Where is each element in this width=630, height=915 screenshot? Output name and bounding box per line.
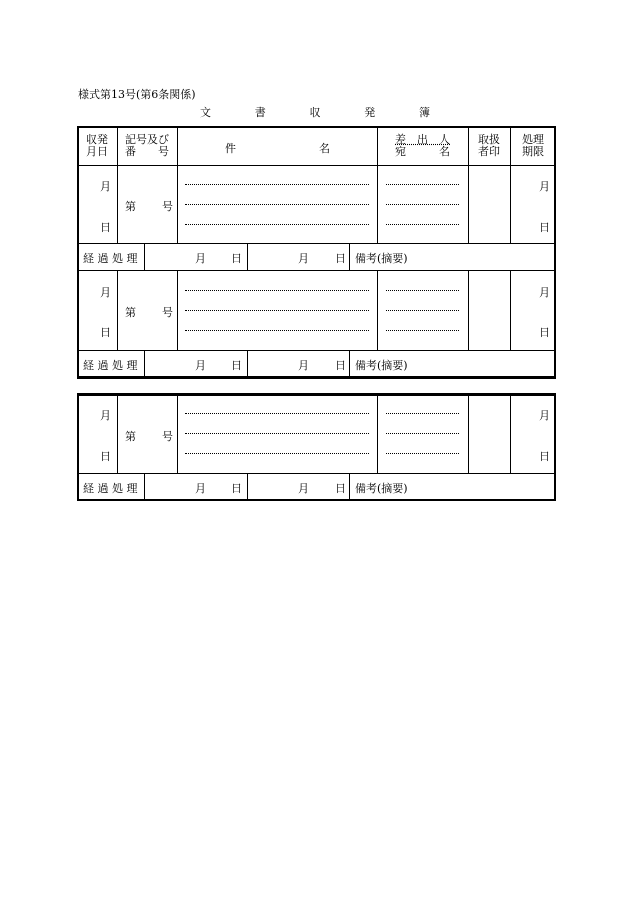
header-sender [377, 134, 468, 158]
title-char: 文 [200, 106, 211, 119]
progress-month: 月 [195, 482, 206, 495]
title-char: 発 [364, 106, 376, 119]
header-text: 番 号 [125, 145, 169, 158]
entry-day: 日 [100, 221, 111, 234]
entry-dai: 第 [125, 200, 136, 213]
deadline-day: 日 [539, 326, 550, 339]
progress-month: 月 [195, 252, 206, 265]
deadline-month: 月 [539, 286, 550, 299]
deadline-day: 日 [539, 450, 550, 463]
progress-month: 月 [298, 482, 309, 495]
entry-month: 月 [100, 180, 111, 193]
header-text: 期限 [522, 145, 544, 158]
progress-day: 日 [231, 359, 242, 372]
header-text: 差 出 人 [395, 133, 450, 146]
progress-label: 経 過 処 理 [83, 482, 138, 495]
deadline-day: 日 [539, 221, 550, 234]
register-table-bottom [77, 394, 556, 501]
header-text: 取扱 [478, 133, 500, 146]
remarks-label: 備考(摘要) [355, 359, 408, 372]
progress-month: 月 [298, 359, 309, 372]
header-text: 者印 [478, 145, 500, 158]
progress-day: 日 [231, 482, 242, 495]
progress-month: 月 [195, 359, 206, 372]
title-char: 簿 [419, 106, 430, 119]
entry-month: 月 [100, 286, 111, 299]
entry-go: 号 [162, 430, 173, 443]
header-text: 記号及び [125, 133, 169, 146]
entry-dai: 第 [125, 306, 136, 319]
header-subject-b: 名 [319, 142, 330, 155]
table-break-top [77, 376, 556, 379]
progress-day: 日 [231, 252, 242, 265]
header-subject-a: 件 [225, 142, 236, 155]
register-table-top [77, 126, 556, 379]
entry-dai: 第 [125, 430, 136, 443]
header-deadline [510, 134, 556, 158]
deadline-month: 月 [539, 180, 550, 193]
entry-go: 号 [162, 306, 173, 319]
progress-label: 経 過 処 理 [83, 359, 138, 372]
header-text: 月日 [86, 145, 108, 158]
deadline-month: 月 [539, 409, 550, 422]
progress-label: 経 過 処 理 [83, 252, 138, 265]
title-char: 収 [309, 106, 321, 119]
form-label: 様式第13号(第6条関係) [78, 88, 196, 101]
progress-month: 月 [298, 252, 309, 265]
entry-go: 号 [162, 200, 173, 213]
header-text: 宛 名 [395, 145, 450, 158]
title-char: 書 [254, 106, 266, 119]
header-number [117, 134, 177, 158]
remarks-label: 備考(摘要) [355, 252, 408, 265]
document-title [200, 104, 430, 120]
progress-day: 日 [335, 482, 346, 495]
header-handler-seal [468, 134, 510, 158]
header-text: 処理 [522, 133, 544, 146]
remarks-label: 備考(摘要) [355, 482, 408, 495]
header-text: 収発 [86, 133, 108, 146]
entry-day: 日 [100, 450, 111, 463]
header-received-date [77, 134, 117, 158]
progress-day: 日 [335, 359, 346, 372]
entry-day: 日 [100, 326, 111, 339]
progress-day: 日 [335, 252, 346, 265]
entry-month: 月 [100, 409, 111, 422]
